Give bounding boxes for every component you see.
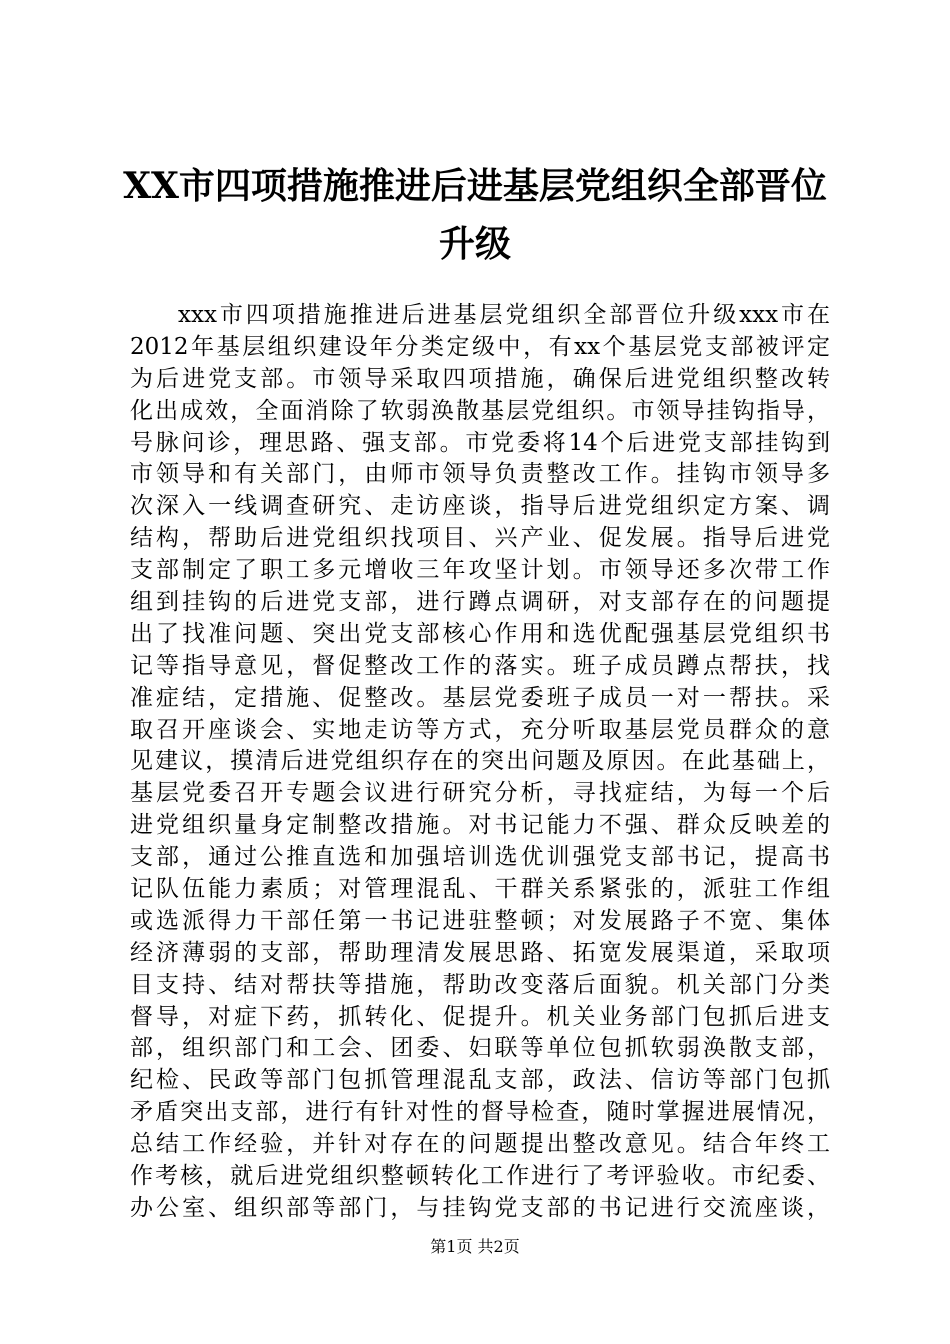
- body-line: 支部制定了职工多元增收三年攻坚计划。市领导还多次带工作: [130, 557, 830, 584]
- body-line: 或选派得力干部任第一书记进驻整顿；对发展路子不宽、集体: [130, 907, 830, 934]
- document-title-line-2: 升级: [438, 223, 511, 265]
- body-line: xxx市四项措施推进后进基层党组织全部晋位升级xxx市在: [178, 302, 830, 328]
- body-line: 督导，对症下药，抓转化、促提升。机关业务部门包抓后进支: [130, 1003, 830, 1030]
- body-line: 准症结，定措施、促整改。基层党委班子成员一对一帮扶。采: [130, 684, 830, 711]
- document-body: [130, 300, 830, 1225]
- body-line: 次深入一线调查研究、走访座谈，指导后进党组织定方案、调: [130, 493, 830, 520]
- body-line: 为后进党支部。市领导采取四项措施，确保后进党组织整改转: [130, 365, 830, 392]
- body-line: 纪检、民政等部门包抓管理混乱支部，政法、信访等部门包抓: [130, 1067, 830, 1094]
- body-line: 作考核，就后进党组织整顿转化工作进行了考评验收。市纪委、: [130, 1163, 830, 1190]
- body-line: 取召开座谈会、实地走访等方式，充分听取基层党员群众的意: [130, 716, 830, 743]
- body-line: 市领导和有关部门，由师市领导负责整改工作。挂钩市领导多: [130, 461, 830, 488]
- document-title-line-1: XX市四项措施推进后进基层党组织全部晋位: [123, 165, 827, 207]
- body-line: 记队伍能力素质；对管理混乱、干群关系紧张的，派驻工作组: [130, 876, 830, 903]
- body-line: 经济薄弱的支部，帮助理清发展思路、拓宽发展渠道，采取项: [130, 939, 830, 966]
- body-line: 出了找准问题、突出党支部核心作用和选优配强基层党组织书: [130, 620, 830, 647]
- body-line: 记等指导意见，督促整改工作的落实。班子成员蹲点帮扶，找: [130, 652, 830, 679]
- body-line: 组到挂钩的后进党支部，进行蹲点调研，对支部存在的问题提: [130, 589, 830, 616]
- page-footer: 第1页 共2页: [430, 1237, 520, 1256]
- body-line: 办公室、组织部等部门，与挂钩党支部的书记进行交流座谈，: [130, 1194, 830, 1221]
- body-line: 化出成效，全面消除了软弱涣散基层党组织。市领导挂钩指导，: [130, 397, 830, 424]
- body-line: 2012年基层组织建设年分类定级中，有xx个基层党支部被评定: [130, 333, 830, 360]
- body-line: 支部，通过公推直选和加强培训选优训强党支部书记，提高书: [130, 844, 830, 871]
- body-line: 矛盾突出支部，进行有针对性的督导检查，随时掌握进展情况，: [130, 1099, 830, 1126]
- body-line: 总结工作经验，并针对存在的问题提出整改意见。结合年终工: [130, 1131, 830, 1158]
- body-line: 号脉问诊，理思路、强支部。市党委将14个后进党支部挂钩到: [130, 429, 830, 456]
- body-line: 部，组织部门和工会、团委、妇联等单位包抓软弱涣散支部，: [130, 1035, 830, 1062]
- body-line: 基层党委召开专题会议进行研究分析，寻找症结，为每一个后: [130, 780, 830, 807]
- body-line: 结构，帮助后进党组织找项目、兴产业、促发展。指导后进党: [130, 525, 830, 552]
- body-line: 目支持、结对帮扶等措施，帮助改变落后面貌。机关部门分类: [130, 971, 830, 998]
- body-line: 进党组织量身定制整改措施。对书记能力不强、群众反映差的: [130, 812, 830, 839]
- body-line: 见建议，摸清后进党组织存在的突出问题及原因。在此基础上，: [130, 748, 830, 775]
